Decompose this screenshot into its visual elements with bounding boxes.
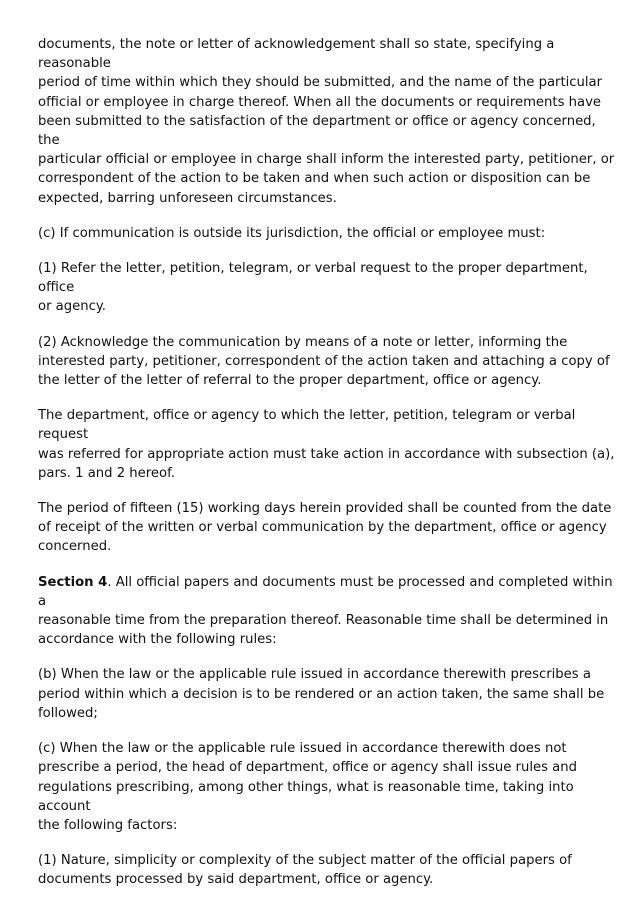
paragraph-referred-department: The department, office or agency to which the letter, petition, telegram or verbal request was referred for appropriate action must take action in accordance with subsection (a), pars. 1 and 2 hereof. [38, 408, 615, 481]
paragraph-refer-letter: (1) Refer the letter, petition, telegram, or verbal request to the proper department, office or agency. [38, 261, 588, 315]
paragraph-nature-complexity: (1) Nature, simplicity or complexity of the subject matter of the official papers of documents processed by said department, office or agency. [38, 853, 572, 888]
paragraph-section-4 [38, 573, 616, 650]
paragraph-fifteen-days: The period of fifteen (15) working days herein provided shall be counted from the date of receipt of the written or verbal communication by the department, office or agency concerned. [38, 501, 612, 555]
paragraph-law-no-period: (c) When the law or the applicable rule issued in accordance therewith does not prescribe a period, the head of department, office or agency shall issue rules and regulations prescribing, among other things, what is reasonable time, taking into account the following factors: [38, 741, 577, 833]
paragraph-law-prescribes-period: (b) When the law or the applicable rule issued in accordance therewith prescribes a period within which a decision is to be rendered or an action taken, the same shall be followed; [38, 667, 605, 721]
paragraph-documents-acknowledgement: documents, the note or letter of acknowledgement shall so state, specifying a reasonable period of time within which they should be submitted, and the name of the particular official or employee in charge thereof. When all the documents or requirements have been submitted to the satisfaction of the department or office or agency concerned, the particular official or employee in charge shall inform the interested party, petitioner, or correspondent of the action to be taken and when such action or disposition can be expected, barring unforeseen circumstances. [38, 37, 615, 206]
section-4-text: . All official papers and documents must be processed and completed within a reasonable time from the preparation thereof. Reasonable time shall be determined in accordance with the following rules: [38, 574, 613, 648]
document-page [38, 35, 616, 906]
section-4-heading: Section 4 [38, 574, 108, 590]
paragraph-acknowledge-communication: (2) Acknowledge the communication by means of a note or letter, informing the interested party, petitioner, correspondent of the action taken and attaching a copy of the letter of the letter of referral to the proper department, office or agency. [38, 334, 610, 389]
paragraph-outside-jurisdiction: (c) If communication is outside its jurisdiction, the official or employee must: [38, 225, 546, 241]
